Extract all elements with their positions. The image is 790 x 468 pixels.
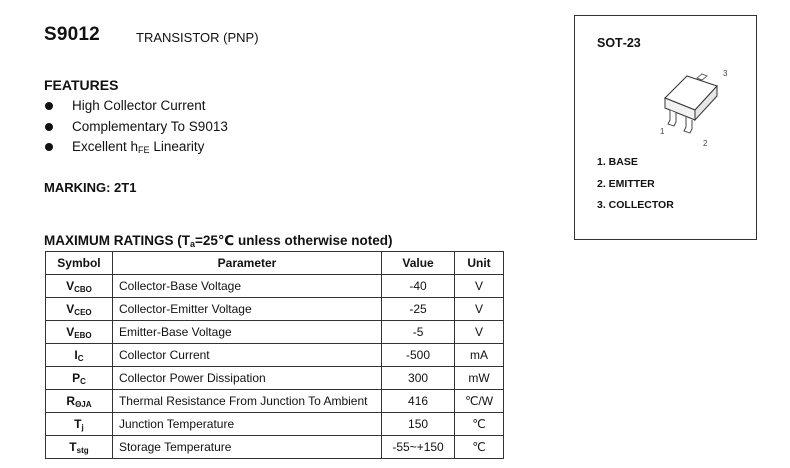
- header-unit: Unit: [455, 252, 504, 275]
- table-row: [46, 390, 504, 413]
- ratings-title-subscript: a: [189, 239, 195, 249]
- table-row: [46, 298, 504, 321]
- symbol-cell: $V_{EBO}$: [46, 321, 113, 344]
- header-value: Value: [382, 252, 455, 275]
- unit-cell: V: [455, 298, 504, 321]
- ratings-table: [45, 251, 504, 459]
- pin-label-2: 2: [703, 139, 708, 148]
- part-type: TRANSISTOR (PNP): [136, 30, 259, 45]
- table-row: [46, 344, 504, 367]
- value-cell: 150: [382, 413, 455, 436]
- unit-cell: ℃/W: [455, 390, 504, 413]
- table-row: [46, 275, 504, 298]
- features-heading: FEATURES: [44, 77, 119, 93]
- value-cell: -40: [382, 275, 455, 298]
- value-cell: -5: [382, 321, 455, 344]
- value-cell: -500: [382, 344, 455, 367]
- parameter-cell: Collector Current: [112, 344, 381, 367]
- symbol-cell: $P_C$: [46, 367, 113, 390]
- parameter-cell: Collector-Emitter Voltage: [112, 298, 381, 321]
- pin-item: 2. EMITTER: [597, 177, 655, 190]
- parameter-cell: Collector-Base Voltage: [112, 275, 381, 298]
- header-parameter: Parameter: [112, 252, 381, 275]
- bullet-icon: [45, 123, 53, 131]
- pin-label-3: 3: [723, 69, 728, 78]
- feature-item: [44, 138, 228, 159]
- value-cell: 300: [382, 367, 455, 390]
- value-cell: -25: [382, 298, 455, 321]
- parameter-cell: Emitter-Base Voltage: [112, 321, 381, 344]
- pin-item: 3. COLLECTOR: [597, 199, 674, 211]
- value-cell: -55~+150: [382, 436, 455, 459]
- symbol-cell: $I_C$: [46, 344, 113, 367]
- parameter-cell: Junction Temperature: [112, 413, 381, 436]
- pin-2-lead: [684, 117, 692, 133]
- feature-text: High Collector Current: [72, 98, 206, 113]
- feature-item: [44, 118, 228, 139]
- parameter-cell: Storage Temperature: [112, 436, 381, 459]
- ratings-title-prefix: MAXIMUM RATINGS (T: [44, 233, 190, 248]
- unit-cell: V: [455, 275, 504, 298]
- feature-text: Complementary To S9013: [72, 118, 228, 134]
- ratings-title: [44, 233, 393, 249]
- feature-text-suffix: Linearity: [149, 139, 205, 154]
- table-header-row: [46, 252, 504, 275]
- bullet-icon: [45, 143, 53, 151]
- parameter-cell: Collector Power Dissipation: [112, 367, 381, 390]
- pin-3-lead: [697, 74, 707, 80]
- pin-1-lead: [668, 110, 676, 126]
- table-row: [46, 321, 504, 344]
- sot23-package-icon: [655, 62, 735, 152]
- table-row: [46, 436, 504, 459]
- symbol-cell: $V_{CBO}$: [46, 275, 113, 298]
- marking-code: MARKING: 2T1: [44, 180, 137, 195]
- parameter-cell: Thermal Resistance From Junction To Ambient: [112, 390, 381, 413]
- feature-text-prefix: Excellent h: [72, 139, 139, 154]
- feature-text-subscript: FE: [138, 145, 150, 155]
- pin-list: [597, 156, 674, 221]
- ratings-title-suffix: =25℃ unless otherwise noted): [195, 233, 393, 248]
- table-row: [46, 413, 504, 436]
- feature-item: [44, 97, 228, 118]
- features-list: [44, 97, 228, 159]
- header-symbol: Symbol: [46, 252, 113, 275]
- unit-cell: V: [455, 321, 504, 344]
- unit-cell: ℃: [455, 436, 504, 459]
- symbol-cell: $T_{stg}$: [46, 436, 113, 459]
- part-number: S9012: [44, 24, 100, 45]
- symbol-cell: $V_{CEO}$: [46, 298, 113, 321]
- pin-item: 1. BASE: [597, 156, 638, 168]
- package-box: [574, 15, 757, 240]
- package-title: SOT‐23: [597, 36, 641, 50]
- symbol-cell: $T_j$: [46, 413, 113, 436]
- unit-cell: mW: [455, 367, 504, 390]
- unit-cell: ℃: [455, 413, 504, 436]
- table-row: [46, 367, 504, 390]
- unit-cell: mA: [455, 344, 504, 367]
- symbol-cell: $R_{\Theta JA}$: [46, 390, 113, 413]
- bullet-icon: [45, 102, 53, 110]
- pin-label-1: 1: [660, 127, 665, 136]
- value-cell: 416: [382, 390, 455, 413]
